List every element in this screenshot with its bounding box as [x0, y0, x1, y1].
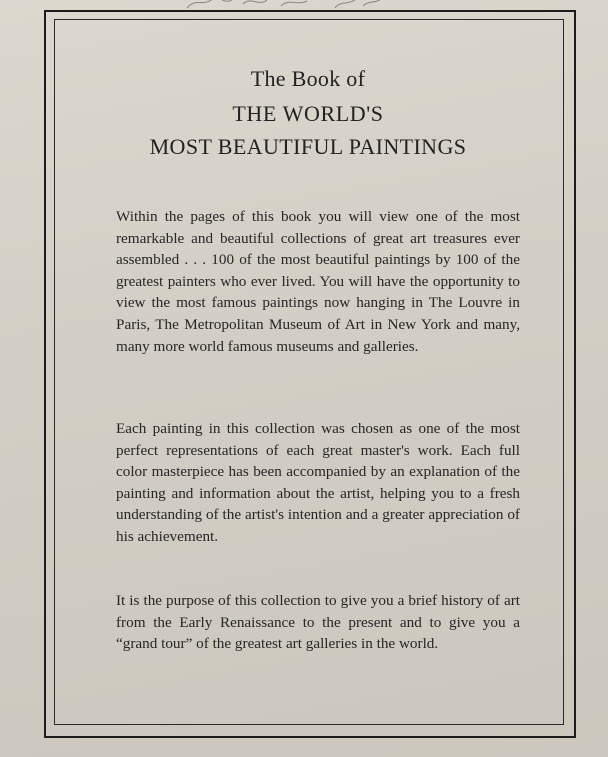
title-line-3: MOST BEAUTIFUL PAINTINGS: [149, 134, 467, 159]
paragraph-purpose: It is the purpose of this collection to give you a brief history of art from the Early Renaissance to the present and to give you a “grand tour” of the greatest art galleries in the world.: [116, 592, 520, 653]
handwriting-scrawl: [185, 0, 385, 10]
title-line-1: The Book of: [250, 66, 366, 91]
title-line-2: THE WORLD'S: [232, 101, 384, 126]
paragraph-selection: Each painting in this collection was chosen as one of the most perfect representations of each great master's work. Each full color masterpiece has been accompanied by an explanation of the painting and information about the artist, helping you to a fresh understanding of the artist's intention and a greater appreciation of his achievement.: [116, 420, 520, 545]
paragraph-intro: Within the pages of this book you will view one of the most remarkable and beautiful collections of great art treasures ever assembled . . . 100 of the most beautiful paintings by 100 of the greatest painters who ever lived. You will have the opportunity to view the most famous paintings now hanging in The Louvre in Paris, The Metropolitan Museum of Art in New York and many, many more world famous museums and galleries.: [116, 208, 520, 355]
